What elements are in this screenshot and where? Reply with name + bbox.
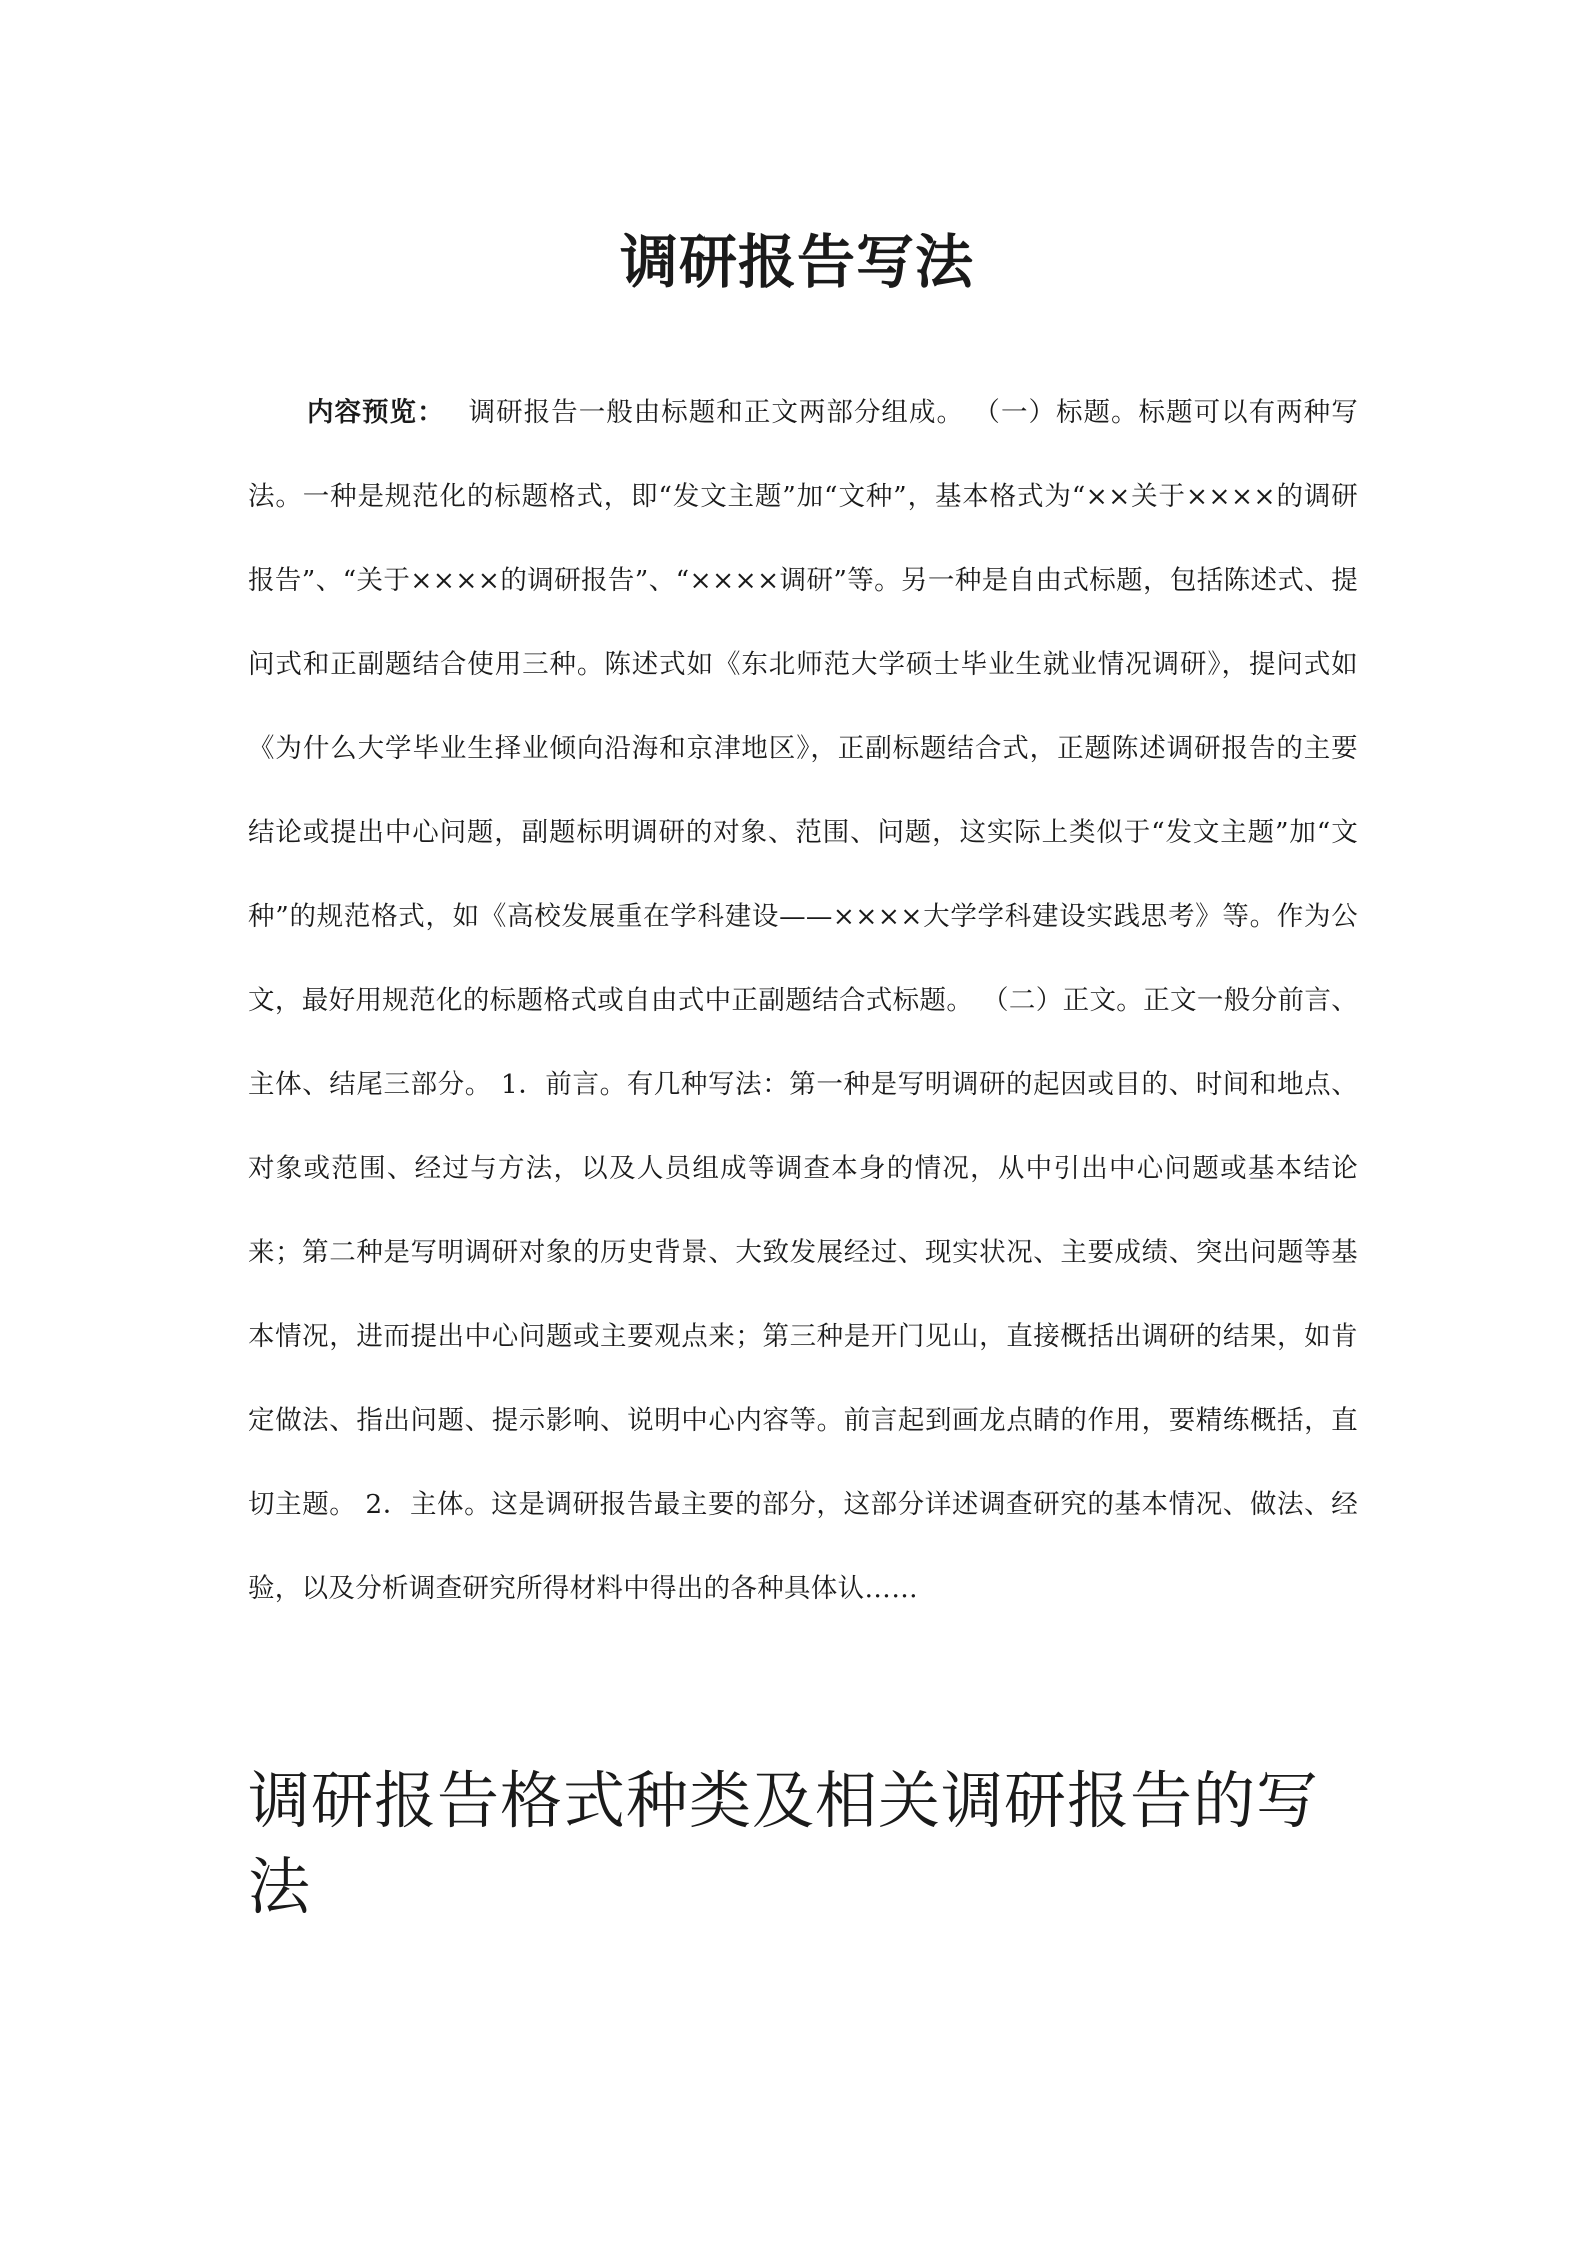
document-title: 调研报告写法 <box>619 228 974 296</box>
preview-label: 内容预览： <box>307 397 445 428</box>
section-heading: 调研报告格式种类及相关调研报告的写法 <box>248 1764 1320 1923</box>
preview-body-text: 调研报告一般由标题和正文两部分组成。 （一）标题。标题可以有两种写法。一种是规范化的标题格式，即“发文主题”加“文种”，基本格式为“××关于××××的调研报告”、“关于××××的调研报告”、“××××调研”等。另一种是自由式标题，包括陈述式、提问式和正副题结合使用三种。陈述式如《东北师范大学硕士毕业生就业情况调研》，提问式如《为什么大学毕业生择业倾向沿海和京津地区》，正副标题结合式，正题陈述调研报告的主要结论或提出中心问题，副题标明调研的对象、范围、问题，这实际上类似于“发文主题”加“文种”的规范格式，如《高校发展重在学科建设——××××大学学科建设实践思考》等。作为公文，最好用规范化的标题格式或自由式中正副题结合式标题。 （二）正文。正文一般分前言、主体、结尾三部分。 1．前言。有几种写法：第一种是写明调研的起因或目的、时间和地点、对象或范围、经过与方法，以及人员组成等调查本身的情况，从中引出中心问题或基本结论来；第二种是写明调研对象的历史背景、大致发展经过、现实状况、主要成绩、突出问题等基本情况，进而提出中心问题或主要观点来；第三种是开门见山，直接概括出调研的结果，如肯定做法、指出问题、提示影响、说明中心内容等。前言起到画龙点睛的作用，要精练概括，直切主题。 2．主体。这是调研报告最主要的部分，这部分详述调查研究的基本情况、做法、经验，以及分析调查研究所得材料中得出的各种具体认…… <box>248 397 1358 1604</box>
content-preview-paragraph <box>248 371 1358 1631</box>
